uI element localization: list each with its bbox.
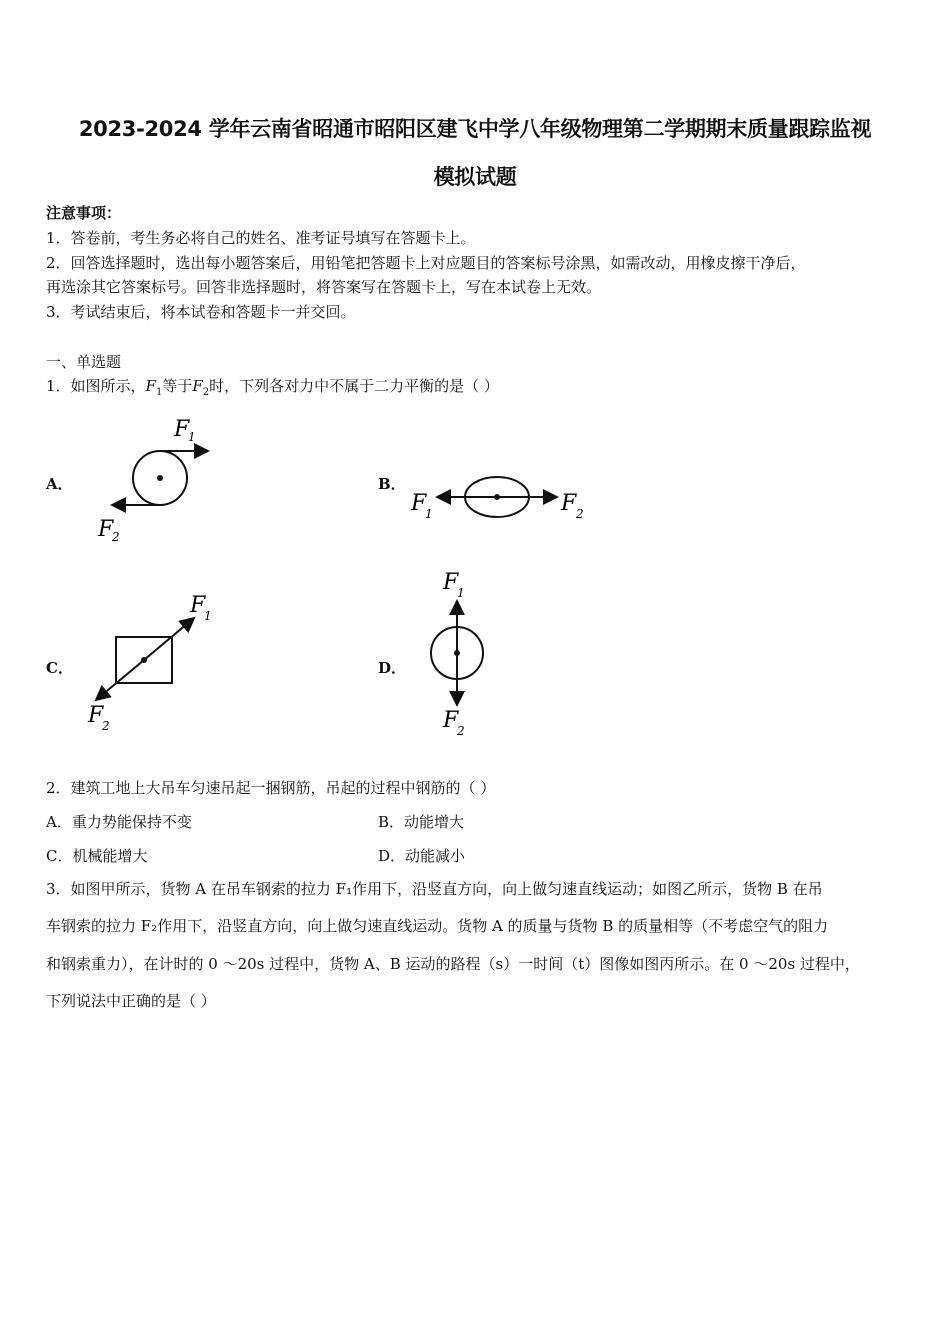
q3-line-4: 下列说法中正确的是（ ） bbox=[46, 992, 216, 1010]
label-f1: F bbox=[443, 570, 459, 595]
q1-stem bbox=[46, 376, 499, 403]
notice-item-1: 1．答卷前，考生务必将自己的姓名、准考证号填写在答题卡上。 bbox=[46, 229, 476, 247]
q2-option-a: A．重力势能保持不变 bbox=[46, 813, 192, 831]
q1-stem-f2: F bbox=[192, 377, 203, 395]
section-heading: 一、单选题 bbox=[46, 353, 122, 371]
label-f2: F bbox=[561, 491, 577, 516]
diagram-b bbox=[405, 470, 595, 530]
q1-stem-pre: 1．如图所示， bbox=[46, 377, 146, 395]
label-f2: F bbox=[443, 708, 459, 733]
label-f2-sub: 2 bbox=[576, 507, 584, 521]
label-f2: F bbox=[98, 517, 114, 542]
label-f1-sub: 1 bbox=[425, 507, 433, 521]
label-f1: F bbox=[411, 491, 427, 516]
center-dot bbox=[157, 475, 163, 481]
q3-line-3: 和钢索重力），在计时的 0 ～20s 过程中，货物 A、B 运动的路程（s）一时间（t）图像如图丙所示。在 0 ～20s 过程中， bbox=[46, 955, 860, 973]
title-line-2: 模拟试题 bbox=[433, 165, 517, 189]
notice-item-2-cont: 再选涂其它答案标号。回答非选择题时，将答案写在答题卡上，写在本试卷上无效。 bbox=[46, 278, 602, 296]
q3-line-2: 车钢索的拉力 F₂作用下，沿竖直方向，向上做匀速直线运动。货物 A 的质量与货物 B 的质量相等（不考虑空气的阻力 bbox=[46, 917, 829, 935]
q1-stem-f1: F bbox=[145, 377, 156, 395]
label-f2-sub: 2 bbox=[457, 724, 465, 738]
force-f1-arrow bbox=[144, 618, 194, 660]
label-f2-sub: 2 bbox=[102, 719, 110, 733]
notice-item-3: 3．考试结束后，将本试卷和答题卡一并交回。 bbox=[46, 303, 356, 321]
q1-option-c-label: C． bbox=[46, 659, 73, 677]
label-f1: F bbox=[190, 593, 206, 618]
q1-option-a-label: A． bbox=[46, 475, 73, 493]
notice-heading: 注意事项： bbox=[46, 204, 122, 222]
diagram-d bbox=[420, 565, 510, 745]
q2-option-b: B．动能增大 bbox=[378, 813, 465, 831]
label-f1-sub: 1 bbox=[188, 430, 196, 444]
q1-stem-mid: 等于 bbox=[162, 377, 193, 395]
diagram-a bbox=[90, 410, 230, 560]
q2-option-d: D．动能减小 bbox=[378, 847, 466, 865]
q1-stem-post: 时，下列各对力中不属于二力平衡的是（ ） bbox=[209, 377, 499, 395]
diagram-c bbox=[80, 590, 230, 740]
notice-item-2: 2．回答选择题时，选出每小题答案后，用铅笔把答题卡上对应题目的答案标号涂黑，如需改动，用橡皮擦干净后， bbox=[46, 254, 806, 272]
q2-stem: 2．建筑工地上大吊车匀速吊起一捆钢筋，吊起的过程中钢筋的（ ） bbox=[46, 779, 496, 797]
label-f2: F bbox=[88, 703, 104, 728]
label-f1-sub: 1 bbox=[457, 586, 465, 600]
q1-option-d-label: D． bbox=[378, 659, 407, 677]
title-line-1: 2023-2024 学年云南省昭通市昭阳区建飞中学八年级物理第二学期期末质量跟踪监视 bbox=[78, 117, 872, 141]
label-f1: F bbox=[174, 417, 190, 442]
force-f2-arrow bbox=[96, 660, 144, 700]
q2-option-c: C．机械能增大 bbox=[46, 847, 148, 865]
label-f2-sub: 2 bbox=[112, 530, 120, 544]
q1-option-b-label: B． bbox=[378, 475, 406, 493]
q1-stem-sub1: 1 bbox=[155, 387, 163, 398]
q3-line-1: 3．如图甲所示，货物 A 在吊车钢索的拉力 F₁作用下，沿竖直方向，向上做匀速直线运动；如图乙所示，货物 B 在吊 bbox=[46, 880, 823, 898]
q1-stem-sub2: 2 bbox=[202, 387, 210, 398]
label-f1-sub: 1 bbox=[204, 609, 212, 623]
